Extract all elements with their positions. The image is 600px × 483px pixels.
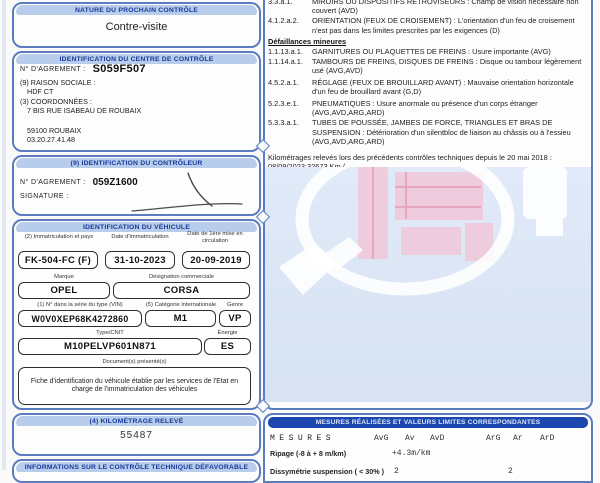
registration-value: FK-504-FC (F) [18, 251, 98, 269]
inspector-section [12, 155, 261, 216]
column-header-ard: ArD [540, 434, 555, 443]
next-inspection-section [12, 2, 261, 48]
defect-item [268, 78, 588, 96]
defect-code: 4.5.2.a.1. [268, 77, 299, 87]
address-label: (3) COORDONNÉES : [20, 97, 92, 106]
center-approval-label: N° D'AGREMENT : [20, 65, 86, 73]
column-header-avd: AvD [430, 434, 445, 443]
documents-value: Fiche d'identification du véhicule établie par les services de l'Etat en charge de l'immatriculation des véhicules [18, 367, 251, 405]
commercial-name-value: CORSA [113, 282, 250, 299]
category-value: M1 [145, 310, 216, 327]
measure-row-value: 2 [508, 467, 513, 476]
unfavorable-info-section [12, 459, 261, 483]
measure-row-label: Ripage (-8 à + 8 m/km) [270, 449, 347, 458]
column-header-av: Av [405, 434, 415, 443]
mileage-value: 55487 [120, 430, 153, 441]
inspector-header: (9) IDENTIFICATION DU CONTRÔLEUR [16, 158, 257, 168]
defect-text: TUBES DE POUSSÉE, JAMBES DE FORCE, TRIANGLES ET BRAS DE SUSPENSION : Détérioration d'un silentbloc de liaison au châssis ou à l'essieu (AVG,AVD,ARG,ARD) [312, 118, 571, 146]
defect-text: ORIENTATION (FEUX DE CROISEMENT) : L'orientation d'un feu de croisement n'est pas dans les limites prescrites par les exigences (D) [312, 16, 575, 35]
inspector-approval-number: 059Z1600 [92, 177, 138, 188]
registration-label: (2) Immatriculation et pays [24, 234, 94, 240]
next-inspection-header: NATURE DU PROCHAIN CONTRÔLE [16, 5, 257, 15]
company-name-label: (9) RAISON SOCIALE : [20, 78, 96, 87]
defect-code: 1.1.13.a.1. [268, 47, 303, 57]
defect-text: GARNITURES OU PLAQUETTES DE FREINS : Usure importante (AVG) [312, 47, 551, 57]
minor-defects-heading: Défaillances mineures [268, 36, 347, 46]
signature-scribble [124, 165, 250, 215]
column-header-avg: AvG [374, 434, 389, 443]
measures-section [263, 413, 593, 483]
defect-text: TAMBOURS DE FREINS, DISQUES DE FREINS : Disque ou tambour légèrement usé (AVG,AVD) [312, 57, 582, 76]
measures-row-title: MESURES [270, 434, 336, 443]
mileage-section [12, 413, 261, 456]
column-header-ar: Ar [513, 434, 523, 443]
defect-code: 1.1.14.a.1. [268, 57, 303, 67]
first-use-date-label: Date de 1ère mise en circulation [187, 231, 243, 244]
vin-label: (1) N° dans la série du type (VIN) [37, 302, 123, 308]
measure-row-label: Dissymétrie suspension ( < 30% ) [270, 467, 385, 476]
defect-item [268, 57, 588, 75]
defect-code: 5.3.3.a.1. [268, 118, 299, 128]
registration-date-label: Date d'immatriculation [111, 234, 169, 240]
vehicle-header: IDENTIFICATION DU VÉHICULE [16, 222, 257, 232]
company-name-value: HDF CT [27, 87, 54, 96]
make-label: Marque [54, 274, 74, 280]
type-cnit-value: M10PELVP601N871 [18, 338, 202, 355]
inspection-center-header: IDENTIFICATION DU CENTRE DE CONTRÔLE [16, 54, 257, 64]
vin-value: W0V0XEP68K4272860 [18, 310, 142, 327]
controle-technique-stamp-watermark [265, 167, 591, 402]
defects-panel [263, 0, 593, 410]
address-street: 7 BIS RUE ISABEAU DE ROUBAIX [27, 106, 142, 115]
defect-item [268, 0, 588, 15]
defect-item [268, 47, 588, 56]
measure-row-value: 2 [394, 467, 399, 476]
next-inspection-value: Contre-visite [105, 21, 168, 33]
documents-label: Document(s) présenté(s) [102, 359, 167, 365]
measure-row-value: +4.3m/km [392, 449, 431, 458]
defect-item [268, 16, 588, 34]
inspector-approval-label: N° D'AGREMENT : [20, 179, 86, 186]
column-header-arg: ArG [486, 434, 501, 443]
category-label: (5) Catégorie internationale [145, 302, 217, 308]
vehicle-section [12, 219, 261, 410]
defect-item [268, 118, 588, 146]
defect-text: MIROIRS OU DISPOSITIFS RETROVISEURS : Champ de vision nécessaire non couvert (AVD) [312, 0, 579, 16]
defect-text: RÉGLAGE (FEUX DE BROUILLARD AVANT) : Mauvaise orientation horizontale d'un feu de brouillard avant (G,D) [312, 77, 574, 96]
energy-label: Énergie [217, 330, 238, 336]
inspection-center-section [12, 51, 261, 152]
commercial-name-label: Désignation commerciale [148, 274, 215, 280]
make-value: OPEL [18, 282, 110, 299]
genre-label: Genre [226, 302, 244, 308]
phone-number: 03.20.27.41.48 [27, 135, 75, 144]
mileage-header: (4) KILOMÉTRAGE RELEVÉ [16, 416, 257, 426]
defect-item [268, 99, 588, 117]
unfavorable-info-header: INFORMATIONS SUR LE CONTRÔLE TECHNIQUE DÉFAVORABLE [16, 462, 257, 472]
type-cnit-label: Type/CNIT [96, 330, 124, 336]
scan-edge-artifact [2, 0, 6, 470]
energy-value: ES [204, 338, 251, 355]
previous-mileage-line1: Kilométrages relevés lors des précédents contrôles techniques depuis le 20 mai 2018 : [268, 153, 552, 163]
signature-label: SIGNATURE : [20, 193, 69, 200]
watermark-area [265, 167, 591, 402]
registration-date-value: 31-10-2023 [105, 251, 175, 269]
measures-header: MESURES RÉALISÉES ET VALEURS LIMITES CORRESPONDANTES [268, 417, 588, 428]
center-approval-number: S059F507 [92, 63, 146, 75]
defect-text: PNEUMATIQUES : Usure anormale ou présence d'un corps étranger (AVG,AVD,ARG,ARD) [312, 99, 538, 118]
defects-list [268, 2, 588, 171]
defect-code: 4.1.2.a.2. [268, 16, 299, 26]
genre-value: VP [219, 310, 251, 327]
address-city: 59100 ROUBAIX [27, 126, 82, 135]
defect-code: 3.3.a.1. [268, 0, 293, 6]
defect-code: 5.2.3.e.1. [268, 99, 299, 109]
first-use-date-value: 20-09-2019 [182, 251, 250, 269]
